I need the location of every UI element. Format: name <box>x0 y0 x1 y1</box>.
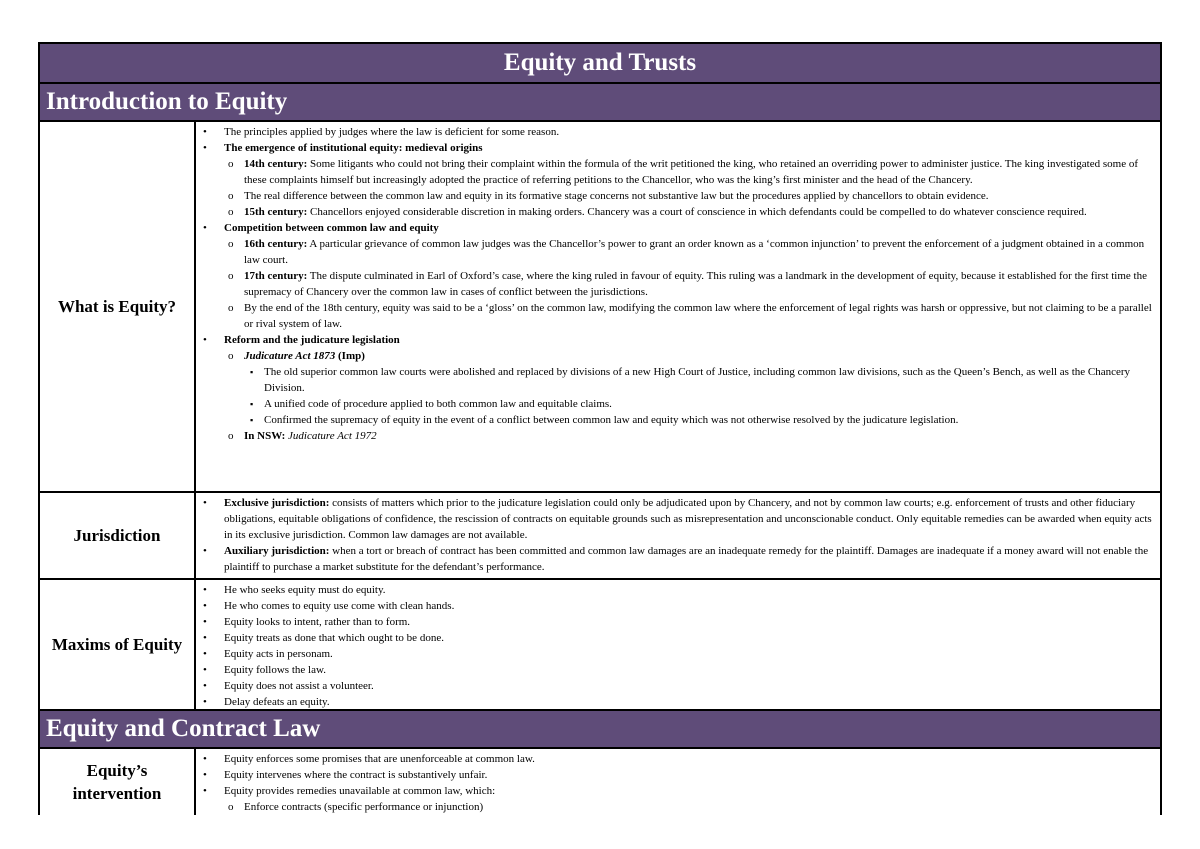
list-item: • He who comes to equity use come with clean hands. <box>203 600 455 612</box>
circle-marker: o <box>228 430 234 442</box>
list-item: • Reform and the judicature legislation o Judicature Act 1873 (Imp) ▪ The old superior common law courts were abolished and replaced by divisions of a new High Court of Justice, including common law divisions, such as the Queen’s Bench, as well as the Chancery Division. ▪ A unified code of procedure applied to both common law and equitable claims. ▪ Confirmed the supremacy of equity in the event of a conflict between common law and equity which was not otherwise resolved by the judicature legislation. o In NSW: Judicature Act 1972 <box>200 332 1154 444</box>
bullet-marker: • <box>203 648 207 660</box>
jurisdiction-content <box>196 493 1160 578</box>
bullet-marker: • <box>203 600 207 612</box>
list-item: o 16th century: A particular grievance of common law judges was the Chancellor’s power to grant an order known as a ‘common injunction’ to prevent the enforcement of a judgment obtained in a common law court. <box>228 238 1145 266</box>
list-item: • Exclusive jurisdiction: consists of matters which prior to the judicature legislation could only be adjudicated upon by Chancery, and not by common law courts; e.g. enforcement of trusts and other fiduciary obligations, equitable obligations of confidence, the rescission of contracts on equitable grounds such as misrepresentation and unconscionable conduct. Only equitable remedies can be awarded when equity acts in its exclusive jurisdiction. Common law damages are not available. <box>203 497 1152 541</box>
list-item: • Auxiliary jurisdiction: when a tort or breach of contract has been committed and common law damages are an inadequate remedy for the plaintiff. Damages are inadequate if a money award will not enable the plaintiff to purchase a market substitute for the defendant’s performance. <box>203 545 1149 573</box>
circle-marker: o <box>228 158 234 170</box>
intervention-row <box>40 749 1160 815</box>
circle-marker: o <box>228 302 234 314</box>
list-item: o In NSW: Judicature Act 1972 <box>228 430 377 442</box>
list-item: • Equity intervenes where the contract is substantively unfair. <box>203 769 488 781</box>
circle-marker: o <box>228 238 234 250</box>
bullet-marker: • <box>203 664 207 676</box>
list-item: ▪ Confirmed the supremacy of equity in the event of a conflict between common law and equity which was not otherwise resolved by the judicature legislation. <box>250 414 959 426</box>
maxims-row <box>40 580 1160 711</box>
bullet-marker: • <box>203 142 207 154</box>
maxims-label: Maxims of Equity <box>40 580 196 709</box>
list-item: • Equity treats as done that which ought to be done. <box>203 632 444 644</box>
bullet-marker: • <box>203 334 207 346</box>
bullet-marker: • <box>203 785 207 797</box>
list-item: o 17th century: The dispute culminated in Earl of Oxford’s case, where the king ruled in favour of equity. This ruling was a landmark in the development of equity, because it established for the first time the supremacy of Chancery over the common law in cases of conflict between the jurisdictions. <box>228 270 1147 298</box>
bullet-marker: • <box>203 769 207 781</box>
list-item: • The principles applied by judges where the law is deficient for some reason. <box>203 126 560 138</box>
circle-marker: o <box>228 190 234 202</box>
list-item: o Judicature Act 1873 (Imp) ▪ The old superior common law courts were abolished and replaced by divisions of a new High Court of Justice, including common law divisions, such as the Queen’s Bench, as well as the Chancery Division. ▪ A unified code of procedure applied to both common law and equitable claims. ▪ Confirmed the supremacy of equity in the event of a conflict between common law and equity which was not otherwise resolved by the judicature legislation. <box>224 348 1154 428</box>
list-item: ▪ A unified code of procedure applied to both common law and equitable claims. <box>250 398 612 410</box>
bullet-marker: • <box>203 632 207 644</box>
what-is-equity-row <box>40 122 1160 493</box>
list-item: • The emergence of institutional equity: medieval origins o 14th century: Some litigants who could not bring their complaint within the formula of the writ petitioned the king, who retained an overriding power to administer justice. The king investigated some of these complaints himself but increasingly adopted the practice of referring petitions to the Chancellor, who was the king’s first minister and the head of the Chancery. o The real difference between the common law and equity in its formative stage concerns not substantive law but the procedures applied by chancellors to obtain evidence. o 15th century: Chancellors enjoyed considerable discretion in making orders. Chancery was a court of conscience in which defendants could be compelled to do whatever conscience required. <box>200 140 1154 220</box>
circle-marker: o <box>228 801 234 813</box>
list-item: o 14th century: Some litigants who could not bring their complaint within the formula of the writ petitioned the king, who retained an overriding power to administer justice. The king investigated some of these complaints himself but increasingly adopted the practice of referring petitions to the Chancellor, who was the king’s first minister and the head of the Chancery. <box>228 158 1138 186</box>
what-is-equity-content <box>196 122 1160 491</box>
circle-marker: o <box>228 270 234 282</box>
list-item: • Equity acts in personam. <box>203 648 333 660</box>
list-item: • Competition between common law and equity o 16th century: A particular grievance of common law judges was the Chancellor’s power to grant an order known as a ‘common injunction’ to prevent the enforcement of a judgment obtained in a common law court. o 17th century: The dispute culminated in Earl of Oxford’s case, where the king ruled in favour of equity. This ruling was a landmark in the development of equity, because it established for the first time the supremacy of Chancery over the common law in cases of conflict between the jurisdictions. o By the end of the 18th century, equity was said to be a ‘gloss’ on the common law, modifying the common law where the enforcement of legal rights was harsh or oppressive, but not claiming to be a parallel or rival system of law. <box>200 220 1154 332</box>
square-marker: ▪ <box>250 399 254 409</box>
list-item: • Equity looks to intent, rather than to form. <box>203 616 411 628</box>
document-page <box>38 42 1162 815</box>
list-item: • Equity does not assist a volunteer. <box>203 680 374 692</box>
jurisdiction-row <box>40 493 1160 580</box>
bullet-marker: • <box>203 545 207 557</box>
circle-marker: o <box>228 206 234 218</box>
square-marker: ▪ <box>250 367 254 377</box>
bullet-marker: • <box>203 584 207 596</box>
bullet-marker: • <box>203 753 207 765</box>
list-item: • Equity enforces some promises that are unenforceable at common law. <box>203 753 535 765</box>
list-item: o By the end of the 18th century, equity was said to be a ‘gloss’ on the common law, modifying the common law where the enforcement of legal rights was harsh or oppressive, but not claiming to be a parallel or rival system of law. <box>228 302 1152 330</box>
list-item: • Equity follows the law. <box>203 664 326 676</box>
bullet-marker: • <box>203 497 207 509</box>
list-item: o The real difference between the common law and equity in its formative stage concerns not substantive law but the procedures applied by chancellors to obtain evidence. <box>228 190 989 202</box>
jurisdiction-label: Jurisdiction <box>40 493 196 578</box>
list-item: • He who seeks equity must do equity. <box>203 584 386 596</box>
document-title: Equity and Trusts <box>40 44 1160 84</box>
list-item: o 15th century: Chancellors enjoyed considerable discretion in making orders. Chancery was a court of conscience in which defendants could be compelled to do whatever conscience required. <box>228 206 1087 218</box>
list-item: o Enforce contracts (specific performance or injunction) <box>228 801 484 813</box>
bullet-marker: • <box>203 696 207 708</box>
section-heading-intro: Introduction to Equity <box>40 84 1160 122</box>
maxims-content <box>196 580 1160 709</box>
bullet-marker: • <box>203 126 207 138</box>
bullet-marker: • <box>203 222 207 234</box>
list-item: ▪ The old superior common law courts were abolished and replaced by divisions of a new High Court of Justice, including common law divisions, such as the Queen’s Bench, as well as the Chancery Division. <box>250 366 1131 394</box>
bullet-marker: • <box>203 616 207 628</box>
list-item: • Equity provides remedies unavailable at common law, which: o Enforce contracts (specific performance or injunction) <box>200 783 1154 815</box>
what-is-equity-label: What is Equity? <box>40 122 196 491</box>
section-heading-contract: Equity and Contract Law <box>40 711 1160 749</box>
circle-marker: o <box>228 350 234 362</box>
bullet-marker: • <box>203 680 207 692</box>
square-marker: ▪ <box>250 415 254 425</box>
list-item: • Delay defeats an equity. <box>203 696 330 708</box>
intervention-label: Equity’s intervention <box>40 749 196 815</box>
intervention-content <box>196 749 1160 815</box>
